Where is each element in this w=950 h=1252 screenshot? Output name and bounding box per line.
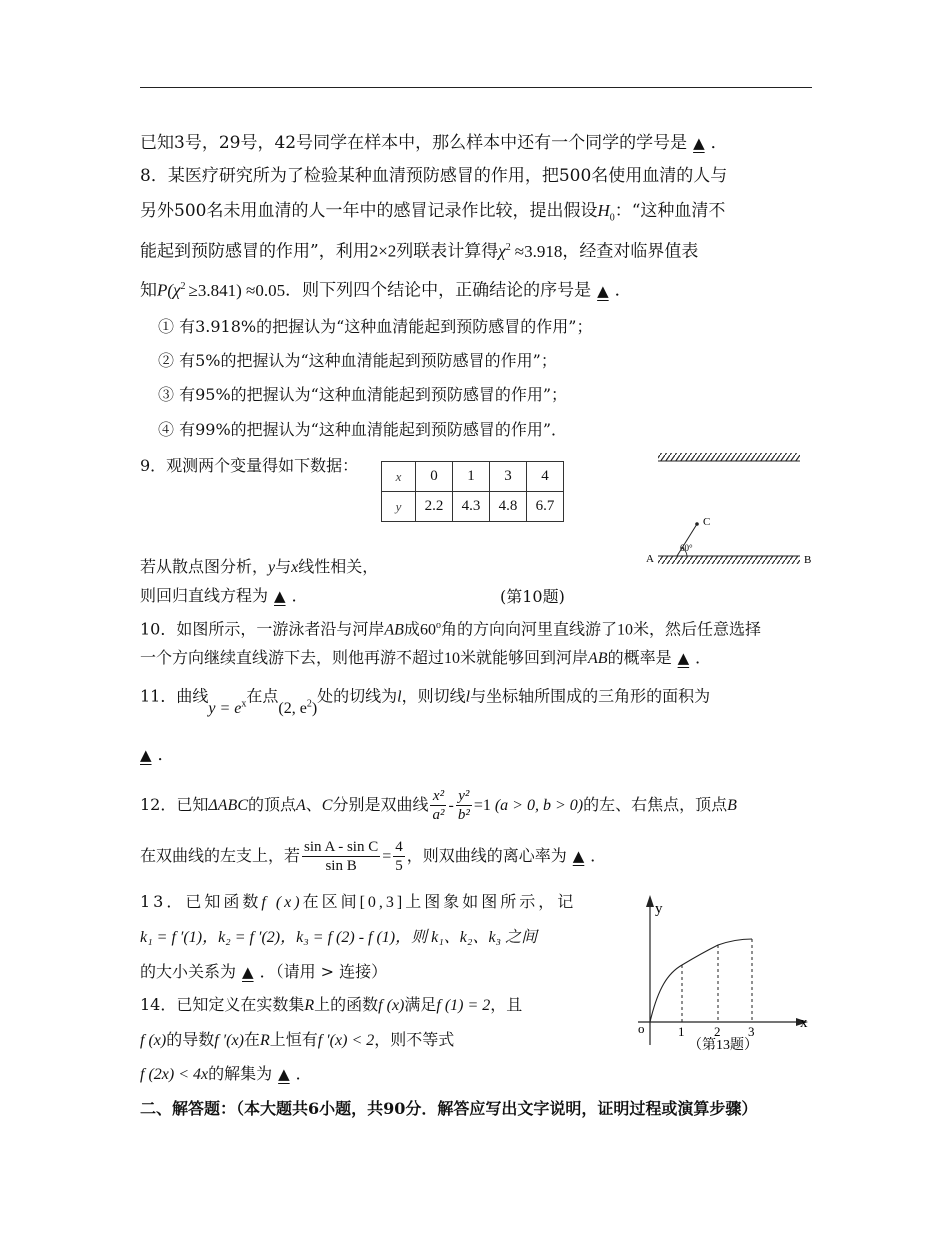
q11-line-2: ▲ ． — [140, 745, 175, 765]
river-bank-top — [658, 453, 800, 461]
q8-option-3: ③ 有95%的把握认为“这种血清能起到预防感冒的作用”； — [158, 385, 568, 404]
q14-line-2: f (x)的导数f ′(x)在R上恒有f ′(x) < 2，则不等式 — [140, 1030, 455, 1049]
svg-text:1: 1 — [678, 1024, 685, 1039]
q8-line-2: 另外500名未用血清的人一年中的感冒记录作比较，提出假设$H_0$：“这种血清不 — [140, 201, 726, 224]
q12-line-2: 在双曲线的左支上，若 $\frac{\text{sin A - sin C}}{\text{sin B}}$ = $\frac{4}{5}$ ，则双曲线的离心率为 ▲ ． — [140, 839, 607, 874]
q9-line-3: 则回归直线方程为 ▲ ． — [140, 586, 308, 605]
frac-y2-b2: $\frac{\text{y²}}{\text{b²}}$ — [457, 788, 470, 823]
q10-line-1: 10．如图所示，一游泳者沿与河岸AB成60$^o$角的方向向河里直线游了10米，然后任意选择 — [140, 619, 761, 639]
figure-13-graph — [630, 893, 820, 1063]
observation-table — [381, 461, 564, 522]
q14-line-1: 14．已知定义在实数集R上的函数f (x)满足f (1) = 2，且 — [140, 995, 523, 1014]
q13-line-1: 13．已知函数f (x)在区间[0,3]上图象如图所示，记 — [140, 892, 577, 911]
q9-intro: 9．观测两个变量得如下数据： — [140, 456, 359, 475]
q14-line-3: f (2x) < 4x的解集为 ▲ ． — [140, 1064, 312, 1083]
frac-sin: $\frac{\text{sin A - sin C}}{\text{sin B}}$ — [304, 839, 379, 874]
q8-line-1: 8．某医疗研究所为了检验某种血清预防感冒的作用，把500名使用血清的人与 — [140, 166, 728, 186]
svg-text:y: y — [655, 901, 663, 917]
q8-option-1: ① 有3.918%的把握认为“这种血清能起到预防感冒的作用”； — [158, 317, 593, 336]
q10-line-2: 一个方向继续直线游下去，则他再游不超过10米就能够回到河岸AB的概率是 ▲ ． — [140, 648, 712, 667]
q12-line-1: 12．已知ΔABC的顶点A、C分别是双曲线 $\frac{\text{x²}}{\text{a²}}$ - $\frac{\text{y²}}{\text{b²}}$ =1 (a > 0, b > 0)的左、右焦点，顶点B — [140, 788, 737, 823]
label-a: A — [646, 553, 654, 565]
svg-text:2: 2 — [714, 1024, 721, 1039]
q9-line-2: 若从散点图分析，y与x线性相关， — [140, 557, 379, 576]
q7-tail: 已知3号，29号，42号同学在样本中，那么样本中还有一个同学的学号是 ▲ ． — [140, 133, 728, 153]
svg-text:x: x — [800, 1015, 808, 1031]
q8-line-4: 知$P(\chi^2 \ge 3.841) \approx 0.05$．则下列四个结论中，正确结论的序号是 ▲ ． — [140, 280, 632, 301]
section-2-heading: 二、解答题：（本大题共6小题，共90分．解答应写出文字说明，证明过程或演算步骤） — [140, 1099, 758, 1118]
river-bank-ab — [658, 556, 800, 564]
q13-line-3: 的大小关系为 ▲ ．（请用 > 连接） — [140, 962, 388, 981]
q11-line-1: 11．曲线$y = e^x$在点(2, $e^2$)处的切线为l，则切线l与坐标轴所围成的三角形的面积为 — [140, 686, 711, 718]
label-angle: 60° — [680, 543, 693, 553]
svg-text:o: o — [638, 1021, 645, 1036]
answer-blank: ▲ — [693, 134, 705, 152]
function-curve — [650, 939, 752, 1022]
svg-text:（第13题）: （第13题） — [688, 1038, 758, 1053]
fig10-caption: (第10题) — [500, 587, 565, 606]
table-row: x 0 1 3 4 — [382, 462, 564, 492]
q8-line-3: 能起到预防感冒的作用”，利用2×2列联表计算得$\chi^2 \approx 3.918$，经查对临界值表 — [140, 241, 699, 262]
svg-text:3: 3 — [748, 1024, 755, 1039]
label-c: C — [703, 516, 711, 528]
table-row: y 2.2 4.3 4.8 6.7 — [382, 492, 564, 522]
q8-option-2: ② 有5%的把握认为“这种血清能起到预防感冒的作用”； — [158, 351, 557, 370]
label-b: B — [804, 554, 812, 566]
q13-line-2: k₁ = f ′(1)，k₂ = f ′(2)，k₃ = f (2) - f (1)，则 k₁、k₂、k₃ 之间 — [140, 929, 538, 946]
q8-option-4: ④ 有99%的把握认为“这种血清能起到预防感冒的作用”． — [158, 420, 568, 439]
frac-x2-a2: $\frac{\text{x²}}{\text{a²}}$ — [432, 788, 445, 823]
figure-10-river — [640, 448, 820, 573]
header-rule — [140, 87, 812, 88]
frac-4-5: $\frac{4}{5}$ — [395, 839, 403, 874]
